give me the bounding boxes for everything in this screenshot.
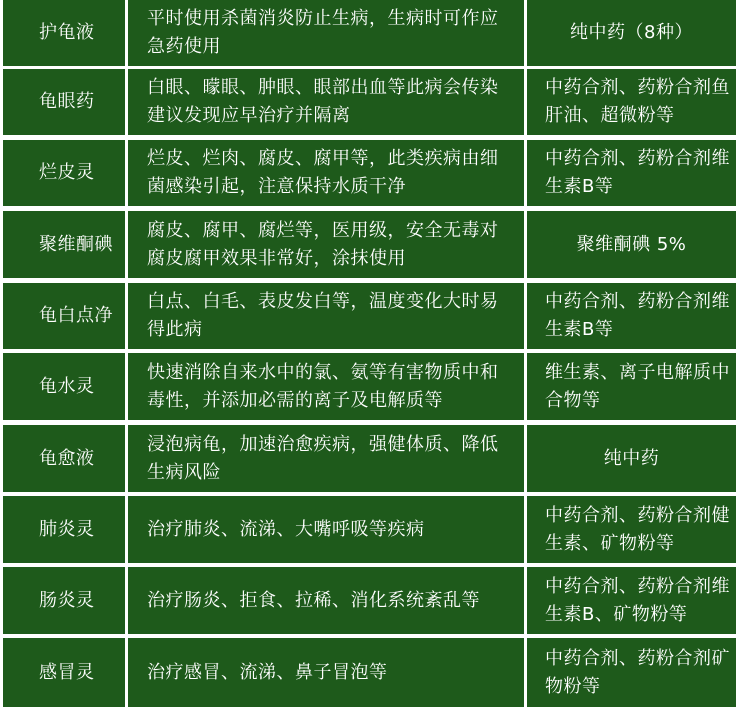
table-row: [0, 69, 739, 135]
description-cell: [128, 496, 524, 563]
description-cell: [128, 0, 524, 66]
medicine-name: 聚维酮碘: [39, 233, 113, 255]
medicine-name: 护龟液: [39, 22, 95, 43]
name-cell: [3, 0, 125, 66]
medicine-description: 白点、白毛、表皮发白等，温度变化大时易得此病: [147, 291, 499, 340]
medicine-composition: 维生素、离子电解质中合物等: [545, 361, 730, 411]
composition-cell: [527, 353, 736, 420]
medicine-name: 烂皮灵: [39, 162, 95, 183]
medicine-composition: 中药合剂、药粉合剂健生素、矿物粉等: [545, 504, 730, 554]
medicine-description: 快速消除自来水中的氯、氨等有害物质中和毒性，并添加必需的离子及电解质等: [147, 361, 499, 411]
table-row: [0, 567, 739, 634]
table-row: [0, 638, 739, 707]
name-cell: [3, 69, 125, 135]
table-row: [0, 283, 739, 349]
medicine-description: 腐皮、腐甲、腐烂等，医用级，安全无毒对腐皮腐甲效果非常好，涂抹使用: [147, 219, 499, 269]
name-cell: [3, 283, 125, 349]
table-row: [0, 211, 739, 278]
description-cell: [128, 425, 524, 492]
medicine-description: 烂皮、烂肉、腐皮、腐甲等，此类疾病由细菌感染引起，注意保持水质干净: [147, 148, 499, 197]
medicine-composition: 中药合剂、药粉合剂维生素B等: [545, 148, 730, 197]
composition-cell: [527, 567, 736, 634]
medicine-name: 感冒灵: [39, 661, 95, 683]
medicine-composition: 中药合剂、药粉合剂维生素B等: [545, 291, 730, 340]
description-cell: [128, 211, 524, 278]
medicine-name: 龟水灵: [39, 375, 95, 397]
medicine-composition: 纯中药（8种）: [570, 22, 693, 43]
composition-cell: [527, 283, 736, 349]
table-row: [0, 425, 739, 492]
medicine-description: 治疗感冒、流涕、鼻子冒泡等: [147, 661, 388, 683]
medicine-description: 白眼、曚眼、肿眼、眼部出血等此病会传染建议发现应早治疗并隔离: [147, 77, 499, 126]
medicine-name: 肺炎灵: [39, 518, 95, 540]
table-row: [0, 353, 739, 420]
composition-cell: [527, 69, 736, 135]
description-cell: [128, 567, 524, 634]
description-cell: [128, 283, 524, 349]
composition-cell: [527, 140, 736, 206]
name-cell: [3, 211, 125, 278]
medicine-composition: 中药合剂、药粉合剂鱼肝油、超微粉等: [545, 77, 730, 126]
name-cell: [3, 425, 125, 492]
name-cell: [3, 353, 125, 420]
medicine-name: 肠炎灵: [39, 589, 95, 611]
medicine-composition: 中药合剂、药粉合剂矿物粉等: [545, 647, 730, 697]
medicine-name: 龟愈液: [39, 447, 95, 469]
description-cell: [128, 638, 524, 707]
name-cell: [3, 638, 125, 707]
table-row: [0, 140, 739, 206]
composition-cell: [527, 211, 736, 278]
medicine-description: 平时使用杀菌消炎防止生病，生病时可作应急药使用: [147, 8, 499, 57]
table-row: [0, 0, 739, 66]
medicine-description: 浸泡病龟，加速治愈疾病，强健体质、降低生病风险: [147, 433, 499, 483]
composition-cell: [527, 496, 736, 563]
medicine-name: 龟眼药: [39, 91, 95, 112]
medicine-name: 龟白点净: [39, 305, 113, 326]
composition-cell: [527, 638, 736, 707]
name-cell: [3, 496, 125, 563]
medicine-composition: 聚维酮碘 5%: [576, 233, 687, 255]
table-row: [0, 496, 739, 563]
name-cell: [3, 567, 125, 634]
description-cell: [128, 69, 524, 135]
medicine-description: 治疗肺炎、流涕、大嘴呼吸等疾病: [147, 518, 425, 540]
medicine-composition: 纯中药: [603, 447, 660, 469]
composition-cell: [527, 425, 736, 492]
composition-cell: [527, 0, 736, 66]
name-cell: [3, 140, 125, 206]
description-cell: [128, 353, 524, 420]
description-cell: [128, 140, 524, 206]
medicine-composition: 中药合剂、药粉合剂维生素B、矿物粉等: [545, 575, 730, 625]
medicine-description: 治疗肠炎、拒食、拉稀、消化系统紊乱等: [147, 589, 480, 611]
